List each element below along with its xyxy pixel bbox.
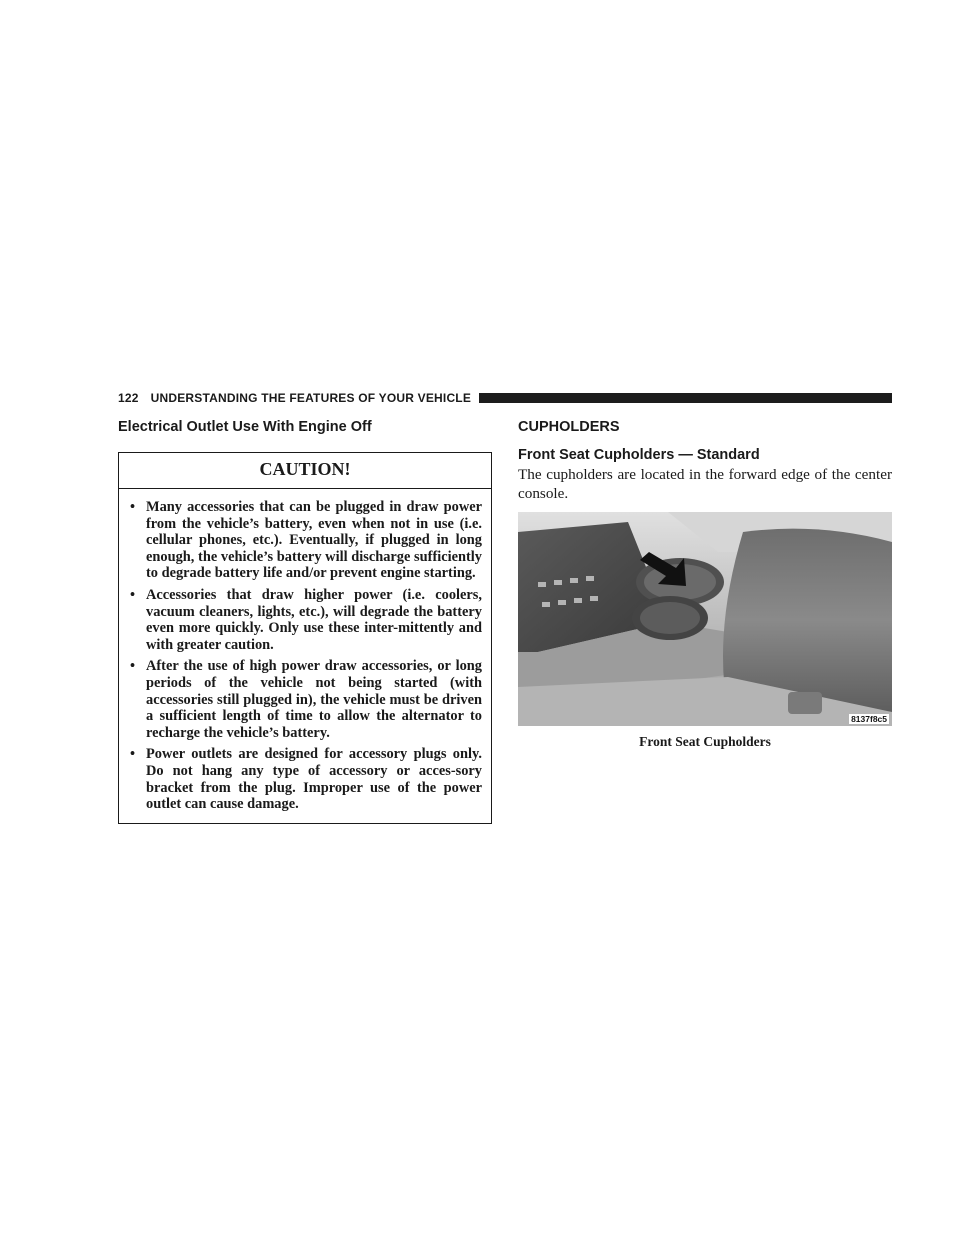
bullet-icon: • [130, 658, 136, 675]
figure-code: 8137f8c5 [851, 714, 887, 724]
caution-list [128, 499, 482, 813]
caution-item [128, 658, 482, 741]
right-column [518, 418, 892, 750]
section-title-cupholders: CUPHOLDERS [518, 419, 620, 435]
cupholder-description: The cupholders are located in the forward edge of the center console. [518, 466, 892, 502]
chapter-title: UNDERSTANDING THE FEATURES OF YOUR VEHICLE [150, 391, 472, 405]
page-header [118, 389, 892, 407]
caution-item [128, 587, 482, 653]
bullet-icon: • [130, 746, 136, 763]
page-number: 122 [118, 391, 139, 405]
bullet-icon: • [130, 499, 136, 515]
caution-item [128, 746, 482, 812]
cupholder-illustration [518, 512, 892, 726]
left-column [118, 418, 492, 824]
caution-title: CAUTION! [119, 453, 491, 489]
section-title-electrical-outlet: Electrical Outlet Use With Engine Off [118, 419, 372, 435]
subsection-title-front-seat-cupholders: Front Seat Cupholders — Standard [518, 447, 760, 463]
caution-item-text: After the use of high power draw accessories, or long periods of the vehicle not being started (with accessories still plugged in), the vehicle must be driven a sufficient length of time to allow the alternator to recharge the vehicle’s battery. [146, 658, 482, 741]
caution-item-text: Power outlets are designed for accessory plugs only. Do not hang any type of accessory or acces-sory bracket from the plug. Improper use of the power outlet can cause damage. [146, 746, 482, 813]
figure-caption: Front Seat Cupholders [639, 734, 771, 749]
caution-item-text: Accessories that draw higher power (i.e. coolers, vacuum cleaners, lights, etc.), will degrade the battery even more quickly. Only use these inter-mittently and with greater caution. [146, 586, 482, 653]
seat-belt-buckle [788, 692, 822, 714]
header-rule [479, 393, 892, 403]
caution-box [118, 452, 492, 824]
caution-item [128, 499, 482, 582]
caution-item-text: Many accessories that can be plugged in draw power from the vehicle’s battery, even when not in use (i.e. cellular phones, etc.). Eventually, if plugged in long enough, the vehicle’s battery will discharge sufficiently to degrade battery life and/or prevent engine starting. [146, 499, 482, 582]
cupholder-photo [518, 512, 892, 726]
bullet-icon: • [130, 586, 136, 603]
